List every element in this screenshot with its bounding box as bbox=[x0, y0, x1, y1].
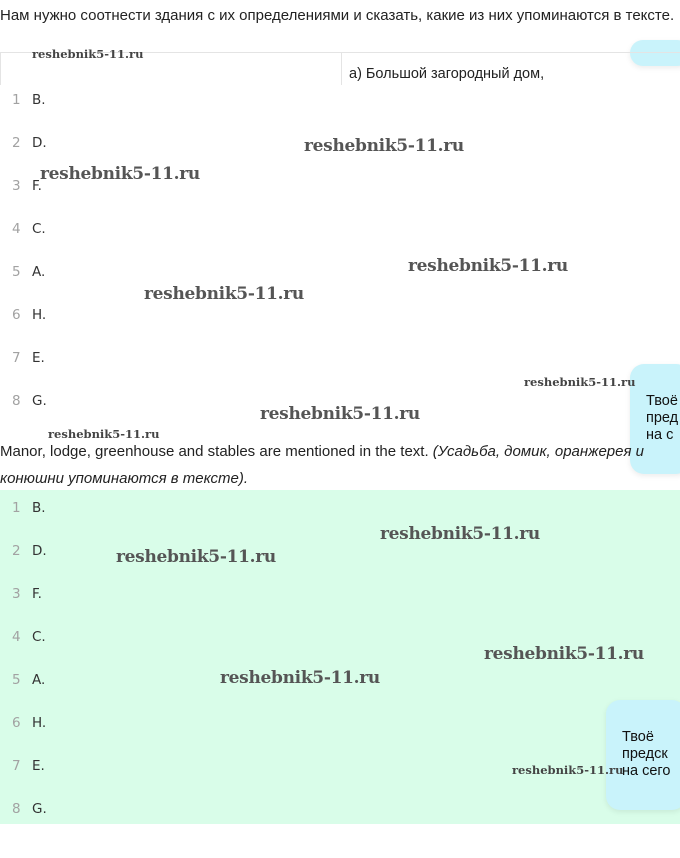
item-answer: E. bbox=[32, 758, 45, 774]
prediction-bubble-bottom[interactable] bbox=[606, 700, 680, 810]
item-answer: H. bbox=[32, 715, 47, 731]
watermark: reshebnik5-11.ru bbox=[48, 427, 160, 441]
item-number: 4 bbox=[12, 629, 21, 645]
item-number: 8 bbox=[12, 801, 21, 817]
watermark: reshebnik5-11.ru bbox=[304, 136, 464, 156]
watermark: reshebnik5-11.ru bbox=[484, 644, 644, 664]
watermark: reshebnik5-11.ru bbox=[40, 164, 200, 184]
item-answer: B. bbox=[32, 500, 46, 516]
item-number: 8 bbox=[12, 393, 21, 409]
item-answer: A. bbox=[32, 672, 46, 688]
item-number: 1 bbox=[12, 92, 21, 108]
item-number: 4 bbox=[12, 221, 21, 237]
bubble-line: Твоё bbox=[646, 393, 678, 409]
bubble-line: предск bbox=[622, 746, 668, 762]
answer-paragraph bbox=[0, 438, 678, 492]
bubble-line: Твоё bbox=[622, 729, 654, 745]
list-item bbox=[0, 260, 680, 303]
list-item bbox=[0, 582, 680, 625]
watermark: reshebnik5-11.ru bbox=[524, 375, 636, 389]
watermark: reshebnik5-11.ru bbox=[144, 284, 304, 304]
item-answer: C. bbox=[32, 629, 46, 645]
table-border-left bbox=[0, 53, 1, 85]
table-cell-definition: a) Большой загородный дом, bbox=[349, 66, 545, 82]
item-answer: F. bbox=[32, 586, 42, 602]
watermark: reshebnik5-11.ru bbox=[512, 763, 624, 777]
item-number: 3 bbox=[12, 178, 21, 194]
watermark: reshebnik5-11.ru bbox=[116, 547, 276, 567]
intro-paragraph: Нам нужно соотнести здания с их определениями и сказать, какие из них упоминаются в тексте. bbox=[0, 7, 675, 24]
item-number: 3 bbox=[12, 586, 21, 602]
item-number: 7 bbox=[12, 350, 21, 366]
watermark: reshebnik5-11.ru bbox=[260, 404, 420, 424]
item-answer: G. bbox=[32, 801, 47, 817]
answer-text-english: Manor, lodge, greenhouse and stables are mentioned in the text. bbox=[0, 443, 433, 460]
bubble-line: пред bbox=[646, 410, 679, 426]
watermark: reshebnik5-11.ru bbox=[220, 668, 380, 688]
list-item bbox=[0, 539, 680, 582]
list-item bbox=[0, 303, 680, 346]
item-number: 2 bbox=[12, 135, 21, 151]
list-item bbox=[0, 496, 680, 539]
item-answer: E. bbox=[32, 350, 45, 366]
list-item bbox=[0, 711, 680, 754]
watermark: reshebnik5-11.ru bbox=[32, 47, 144, 61]
item-number: 5 bbox=[12, 264, 21, 280]
bubble-line: на с bbox=[646, 427, 674, 443]
item-number: 5 bbox=[12, 672, 21, 688]
list-item bbox=[0, 217, 680, 260]
item-answer: G. bbox=[32, 393, 47, 409]
item-answer: B. bbox=[32, 92, 46, 108]
item-answer: C. bbox=[32, 221, 46, 237]
bubble-line: на сего bbox=[622, 763, 671, 779]
watermark: reshebnik5-11.ru bbox=[380, 524, 540, 544]
watermark: reshebnik5-11.ru bbox=[408, 256, 568, 276]
item-answer: H. bbox=[32, 307, 47, 323]
item-number: 6 bbox=[12, 715, 21, 731]
answer-text-russian: (Усадьба, домик, оранжерея и конюшни упоминаются в тексте). bbox=[0, 443, 645, 487]
item-number: 1 bbox=[12, 500, 21, 516]
item-answer: D. bbox=[32, 543, 47, 559]
table-column-divider bbox=[341, 53, 342, 85]
list-item bbox=[0, 797, 680, 840]
item-answer: A. bbox=[32, 264, 46, 280]
item-number: 2 bbox=[12, 543, 21, 559]
item-number: 7 bbox=[12, 758, 21, 774]
item-answer: F. bbox=[32, 178, 42, 194]
item-number: 6 bbox=[12, 307, 21, 323]
item-answer: D. bbox=[32, 135, 47, 151]
list-item bbox=[0, 88, 680, 131]
